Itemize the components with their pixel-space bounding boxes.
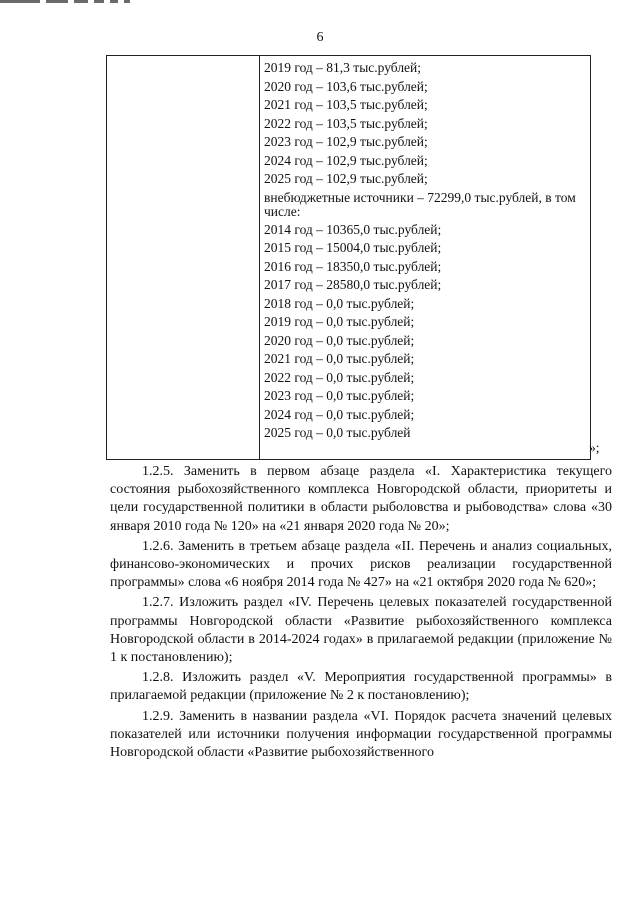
budget-line: 2024 год – 0,0 тыс.рублей;	[264, 406, 415, 422]
scan-artifact	[0, 0, 190, 4]
budget-line: 2014 год – 10365,0 тыс.рублей;	[264, 221, 442, 237]
budget-line: 2023 год – 0,0 тыс.рублей;	[264, 388, 415, 403]
budget-line: 2019 год – 0,0 тыс.рублей;	[264, 314, 415, 329]
budget-line: 2023 год – 102,9 тыс.рублей;	[264, 134, 428, 149]
table-label-cell	[107, 56, 260, 460]
page-number: 6	[316, 30, 324, 45]
budget-line: 2019 год – 81,3 тыс.рублей;	[264, 60, 422, 75]
budget-line: 2022 год – 103,5 тыс.рублей;	[264, 115, 428, 131]
paragraph-1-2-8: 1.2.8. Изложить раздел «V. Мероприятия государственной программы» в прилагаемой редакции (приложение № 2 к постановлению);	[110, 670, 612, 704]
table-closing-quote: »;	[589, 440, 600, 455]
budget-lines	[264, 56, 590, 443]
budget-line: 2025 год – 102,9 тыс.рублей;	[264, 171, 428, 186]
paragraph-1-2-6: 1.2.6. Заменить в третьем абзаце раздела «II. Перечень и анализ социальных, финансово-экономических и прочих рисков реализации государственной программы» слова «6 ноября 2014 года № 427» на «21 октября 2020 года № 620»;	[110, 538, 612, 591]
paragraph-1-2-5: 1.2.5. Заменить в первом абзаце раздела «I. Характеристика текущего состояния рыбохозяйственного комплекса Новгородской области, приоритеты и цели государственной политики в области рыболовства и рыбоводства» слова «30 января 2010 года № 120» на «21 января 2020 года № 20»;	[110, 464, 612, 534]
amendment-paragraphs	[110, 463, 612, 764]
budget-line-extrabudgetary: внебюджетные источники – 72299,0 тыс.рублей, в том числе:	[264, 189, 576, 219]
budget-table	[106, 55, 591, 460]
budget-line: 2024 год – 102,9 тыс.рублей;	[264, 152, 428, 168]
budget-line: 2022 год – 0,0 тыс.рублей;	[264, 369, 415, 385]
budget-line: 2021 год – 0,0 тыс.рублей;	[264, 351, 415, 366]
budget-line: 2015 год – 15004,0 тыс.рублей;	[264, 240, 442, 255]
budget-line: 2021 год – 103,5 тыс.рублей;	[264, 97, 428, 112]
budget-line: 2020 год – 103,6 тыс.рублей;	[264, 78, 428, 94]
paragraph-1-2-9: 1.2.9. Заменить в названии раздела «VI. Порядок расчета значений целевых показателей или источники получения информации государственной программы Новгородской области «Развитие рыбохозяйственного	[110, 708, 612, 761]
table-value-cell	[260, 56, 591, 460]
budget-line: 2017 год – 28580,0 тыс.рублей;	[264, 277, 442, 292]
budget-line: 2016 год – 18350,0 тыс.рублей;	[264, 258, 442, 274]
budget-line: 2025 год – 0,0 тыс.рублей	[264, 425, 411, 440]
budget-line: 2018 год – 0,0 тыс.рублей;	[264, 295, 415, 311]
paragraph-1-2-7: 1.2.7. Изложить раздел «IV. Перечень целевых показателей государственной программы Новгородской области «Развитие рыбохозяйственного комплекса Новгородской области в 2014-2024 годах» в прилагаемой редакции (приложение № 1 к постановлению);	[110, 595, 612, 666]
budget-line: 2020 год – 0,0 тыс.рублей;	[264, 332, 415, 348]
